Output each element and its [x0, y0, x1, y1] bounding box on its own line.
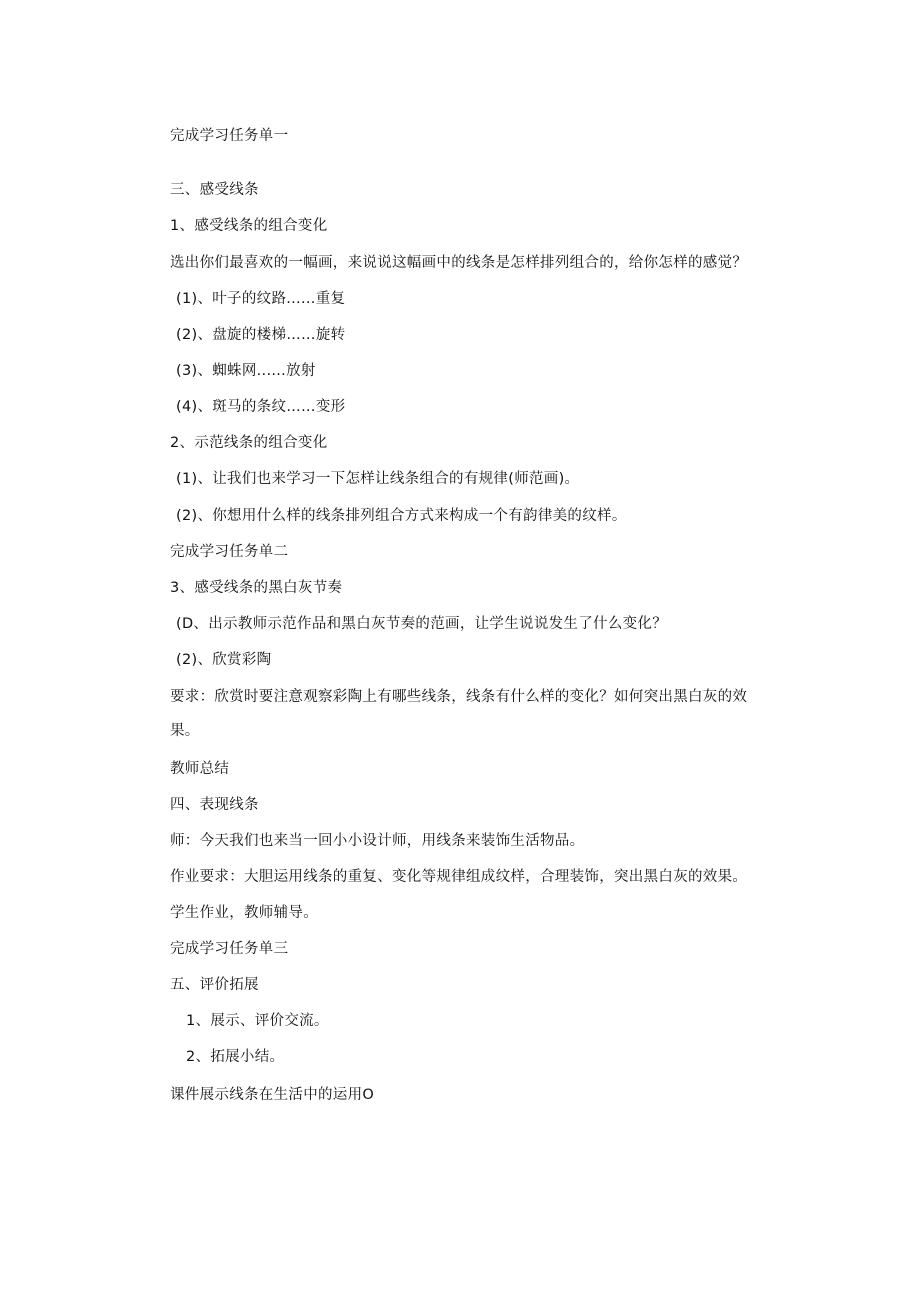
- list-item-appreciate-pottery: (2)、欣赏彩陶: [176, 652, 272, 668]
- subsection-2-heading: 2、示范线条的组合变化: [170, 435, 328, 451]
- list-item-show-works: (D、出示教师示范作品和黑白灰节奏的范画，让学生说说发生了什么变化？: [176, 616, 668, 632]
- list-item-zebra-stripes: (4)、斑马的条纹……变形: [176, 399, 346, 415]
- paragraph-courseware: 课件展示线条在生活中的运用O: [170, 1087, 375, 1103]
- paragraph-choose-picture: 选出你们最喜欢的一幅画，来说说这幅画中的线条是怎样排列组合的，给你怎样的感觉？: [170, 255, 748, 271]
- list-item-learn-pattern: (1)、让我们也来学习一下怎样让线条组合的有规律(师范画)。: [176, 471, 580, 487]
- list-item-spiral-stairs: (2)、盘旋的楼梯……旋转: [176, 327, 346, 343]
- task-sheet-one: 完成学习任务单一: [170, 128, 289, 144]
- paragraph-requirement-continued: 果。: [170, 723, 200, 739]
- subsection-1-heading: 1、感受线条的组合变化: [170, 218, 328, 234]
- section-three-heading: 三、感受线条: [170, 182, 259, 198]
- section-five-heading: 五、评价拓展: [170, 977, 259, 993]
- list-item-extend-summary: 2、拓展小结。: [186, 1049, 285, 1065]
- teacher-summary: 教师总结: [170, 761, 230, 777]
- task-sheet-three: 完成学习任务单三: [170, 941, 289, 957]
- section-four-heading: 四、表现线条: [170, 797, 259, 813]
- list-item-spider-web: (3)、蜘蛛网......放射: [176, 363, 316, 379]
- paragraph-homework-requirement: 作业要求：大胆运用线条的重复、变化等规律组成纹样，合理装饰，突出黑白灰的效果。: [170, 869, 748, 885]
- paragraph-student-work: 学生作业，教师辅导。: [170, 905, 318, 921]
- task-sheet-two: 完成学习任务单二: [170, 544, 289, 560]
- paragraph-teacher-intro: 师：今天我们也来当一回小小设计师，用线条来装饰生活物品。: [170, 833, 585, 849]
- list-item-rhythm-pattern: (2)、你想用什么样的线条排列组合方式来构成一个有韵律美的纹样。: [176, 508, 627, 524]
- list-item-display-evaluate: 1、展示、评价交流。: [186, 1013, 329, 1029]
- subsection-3-heading: 3、感受线条的黑白灰节奏: [170, 580, 343, 596]
- list-item-leaf-veins: (1)、叶子的纹路......重复: [176, 291, 346, 307]
- paragraph-requirement: 要求：欣赏时要注意观察彩陶上有哪些线条，线条有什么样的变化？如何突出黑白灰的效: [170, 689, 748, 705]
